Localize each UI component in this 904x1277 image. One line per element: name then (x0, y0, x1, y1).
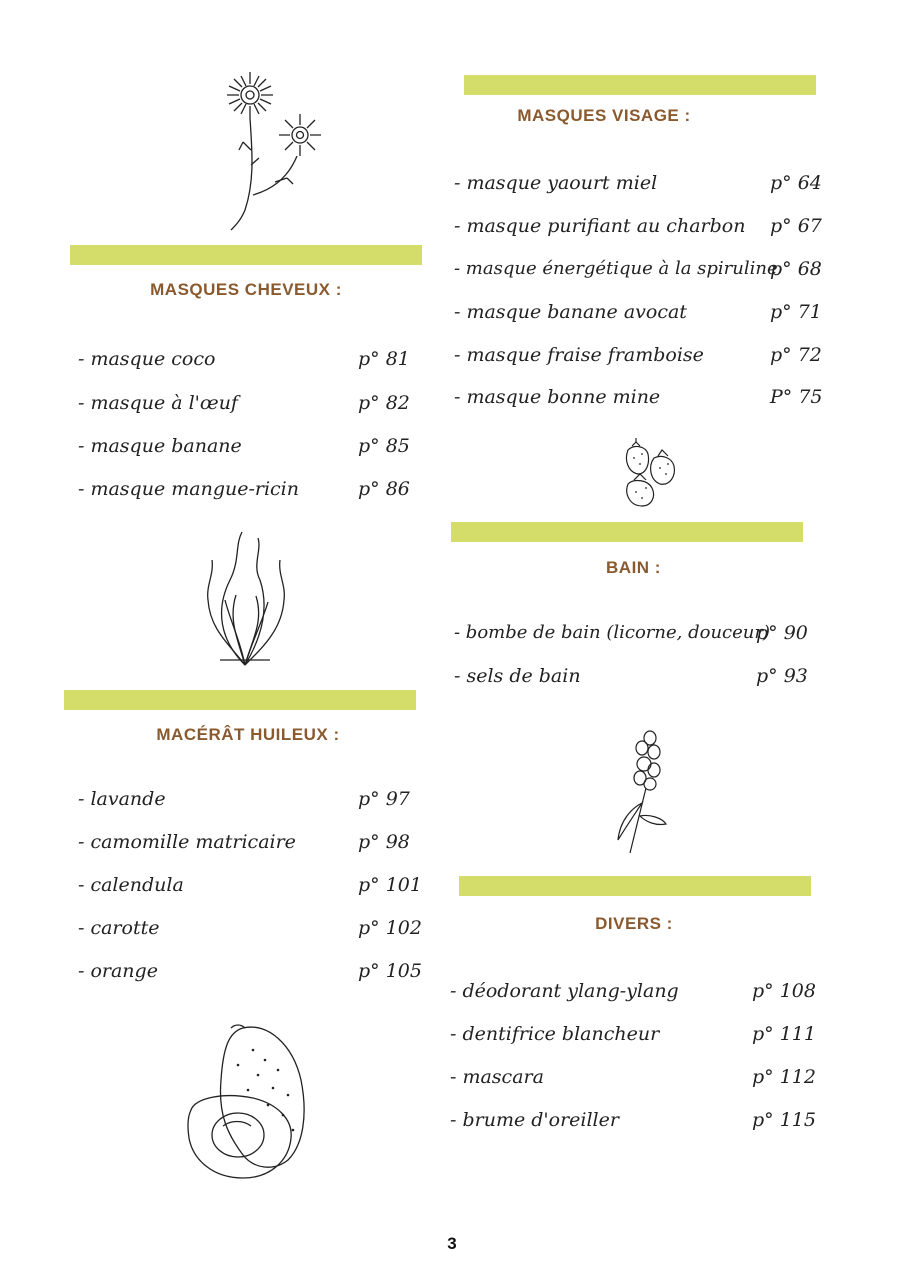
section-heading-masques-cheveux: MASQUES CHEVEUX : (150, 280, 342, 299)
strawberry-icon (620, 438, 680, 510)
section-heading-macerat-huileux: MACÉRÂT HUILEUX : (156, 725, 340, 744)
section-heading-masques-visage: MASQUES VISAGE : (517, 106, 691, 125)
list-item: - carotte (78, 917, 160, 939)
list-item: - masque énergétique à la spiruline (454, 258, 778, 279)
list-item-page: p° 68 (770, 258, 822, 280)
list-item-page: p° 98 (358, 831, 410, 853)
list-item-page: p° 105 (358, 960, 422, 982)
list-item: - dentifrice blancheur (450, 1023, 660, 1045)
section-heading-divers: DIVERS : (595, 914, 673, 933)
list-item: - brume d'oreiller (450, 1109, 619, 1131)
list-item: - orange (78, 960, 158, 982)
list-item-page: p° 93 (756, 665, 808, 687)
list-item-page: p° 72 (770, 344, 822, 366)
list-item: - lavande (78, 788, 166, 810)
list-item-page: p° 64 (770, 172, 822, 194)
list-item: - bombe de bain (licorne, douceur) (454, 622, 771, 643)
lavender-icon (610, 728, 680, 858)
page-number: 3 (447, 1234, 457, 1253)
seaweed-icon (200, 530, 290, 670)
list-item-page: p° 112 (752, 1066, 816, 1088)
list-item-page: p° 81 (358, 348, 410, 370)
list-item: - déodorant ylang-ylang (450, 980, 679, 1002)
list-item-page: p° 67 (770, 215, 822, 237)
section-bar (64, 690, 416, 710)
list-item-page: p° 82 (358, 392, 410, 414)
list-item: - masque bonne mine (454, 386, 661, 408)
list-item: - mascara (450, 1066, 544, 1088)
section-heading-bain: BAIN : (606, 558, 661, 577)
list-item-page: p° 115 (752, 1109, 816, 1131)
list-item: - masque purifiant au charbon (454, 215, 746, 237)
section-bar (464, 75, 816, 95)
list-item: - masque banane (78, 435, 242, 457)
section-bar (451, 522, 803, 542)
list-item-page: p° 90 (756, 622, 808, 644)
list-item-page: p° 97 (358, 788, 410, 810)
list-item: - calendula (78, 874, 184, 896)
list-item-page: p° 111 (752, 1023, 816, 1045)
list-item-page: p° 108 (752, 980, 816, 1002)
list-item-page: p° 86 (358, 478, 410, 500)
section-bar (459, 876, 811, 896)
avocado-icon (183, 1020, 313, 1185)
list-item: - masque yaourt miel (454, 172, 658, 194)
list-item-page: p° 71 (770, 301, 822, 323)
list-item: - masque mangue-ricin (78, 478, 299, 500)
list-item: - sels de bain (454, 665, 581, 687)
chamomile-icon (215, 70, 325, 232)
list-item: - camomille matricaire (78, 831, 296, 853)
list-item: - masque banane avocat (454, 301, 687, 323)
list-item-page: p° 102 (358, 917, 422, 939)
list-item: - masque coco (78, 348, 216, 370)
list-item-page: P° 75 (770, 386, 823, 408)
list-item-page: p° 85 (358, 435, 410, 457)
list-item: - masque fraise framboise (454, 344, 704, 366)
section-bar (70, 245, 422, 265)
list-item: - masque à l'œuf (78, 392, 238, 414)
list-item-page: p° 101 (358, 874, 422, 896)
